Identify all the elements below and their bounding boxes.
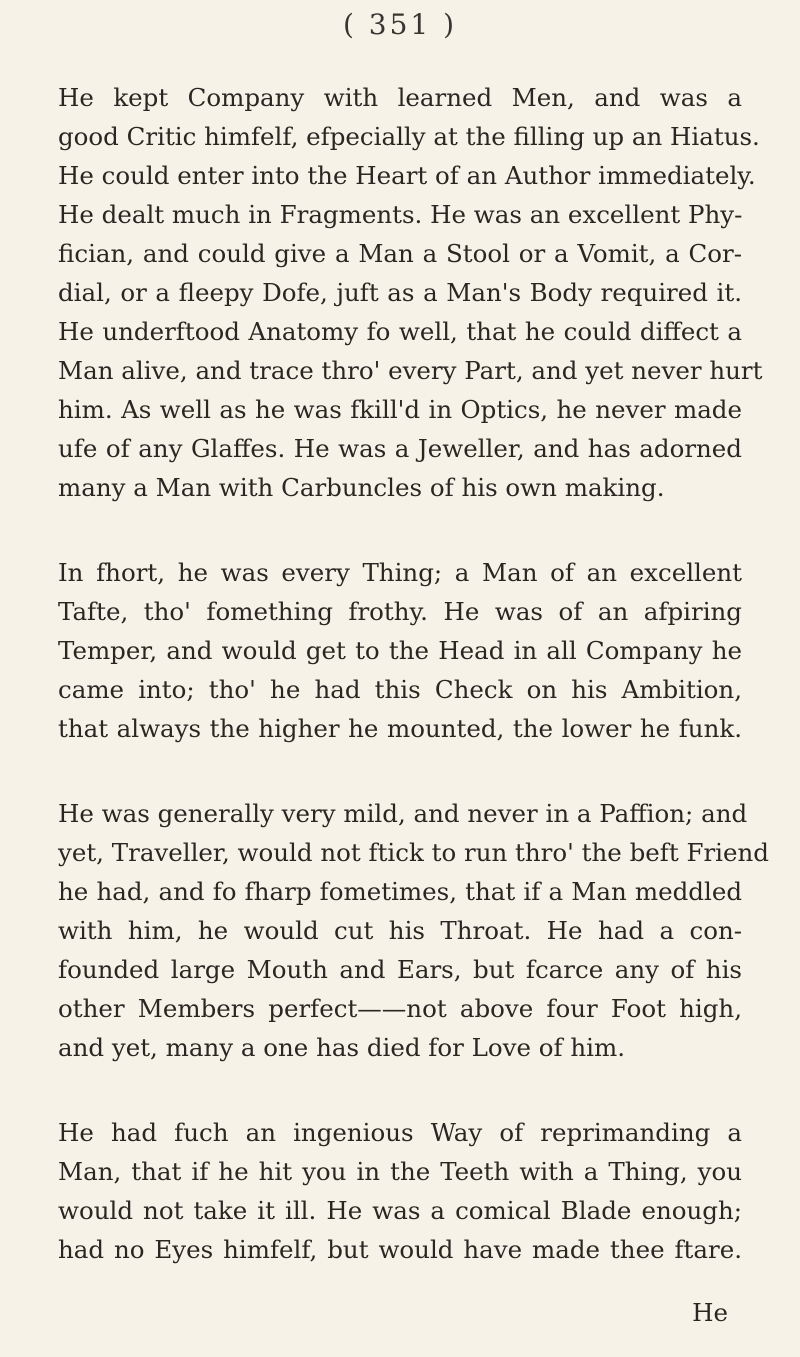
paragraph-1 bbox=[58, 78, 763, 507]
line: He was generally very mild, and never in a Paffion; and bbox=[58, 799, 748, 828]
line: fician, and could give a Man a Stool or a Vomit, a Cor- bbox=[58, 239, 742, 268]
line: he had, and fo fharp fometimes, that if a Man meddled bbox=[58, 877, 742, 906]
body-text bbox=[58, 78, 769, 1315]
line: that always the higher he mounted, the lower he funk. bbox=[58, 714, 742, 743]
line: He kept Company with learned Men, and was a bbox=[58, 83, 742, 112]
line: him. As well as he was fkill'd in Optics, he never made bbox=[58, 395, 742, 424]
line: In fhort, he was every Thing; a Man of an excellent bbox=[58, 558, 742, 587]
line: many a Man with Carbuncles of his own making. bbox=[58, 473, 665, 502]
line: dial, or a fleepy Dofe, juft as a Man's Body required it. bbox=[58, 278, 742, 307]
line: He dealt much in Fragments. He was an excellent Phy- bbox=[58, 200, 743, 229]
paragraph-2 bbox=[58, 553, 742, 748]
line: He had fuch an ingenious Way of reprimanding a bbox=[58, 1118, 742, 1147]
line: and yet, many a one has died for Love of him. bbox=[58, 1033, 626, 1062]
line: yet, Traveller, would not ftick to run thro' the beft Friend bbox=[58, 838, 769, 867]
page-number: ( 351 ) bbox=[342, 8, 458, 41]
paragraph-4 bbox=[58, 1113, 742, 1269]
line: Temper, and would get to the Head in all Company he bbox=[58, 636, 742, 665]
line: Man, that if he hit you in the Teeth with a Thing, you bbox=[58, 1157, 742, 1186]
paragraph-3 bbox=[58, 794, 769, 1067]
line: came into; tho' he had this Check on his Ambition, bbox=[58, 675, 742, 704]
catchword: He bbox=[692, 1298, 728, 1327]
line: He could enter into the Heart of an Author immediately. bbox=[58, 161, 756, 190]
line: founded large Mouth and Ears, but fcarce any of his bbox=[58, 955, 742, 984]
line: good Critic himfelf, efpecially at the filling up an Hiatus. bbox=[58, 122, 760, 151]
line: ufe of any Glaffes. He was a Jeweller, and has adorned bbox=[58, 434, 742, 463]
line: other Members perfect——not above four Foot high, bbox=[58, 994, 742, 1023]
line: Man alive, and trace thro' every Part, and yet never hurt bbox=[58, 356, 763, 385]
line: had no Eyes himfelf, but would have made thee ftare. bbox=[58, 1235, 742, 1264]
line: He underftood Anatomy fo well, that he could diffect a bbox=[58, 317, 742, 346]
line: with him, he would cut his Throat. He had a con- bbox=[58, 916, 742, 945]
line: Tafte, tho' fomething frothy. He was of an afpiring bbox=[58, 597, 742, 626]
line: would not take it ill. He was a comical Blade enough; bbox=[58, 1196, 742, 1225]
